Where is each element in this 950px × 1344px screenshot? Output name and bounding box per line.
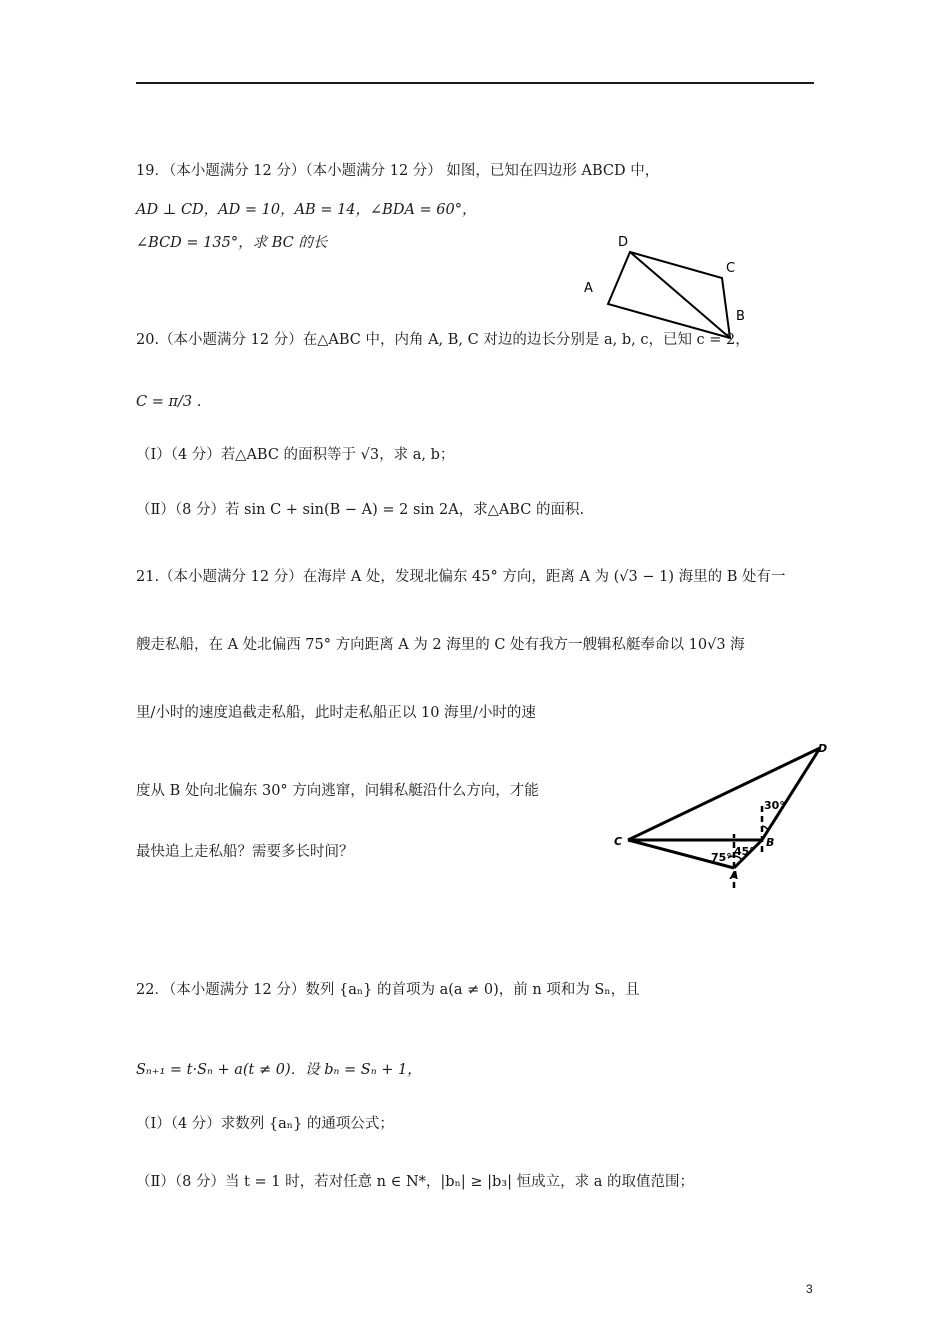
q22-line-4: （Ⅱ）（8 分）当 t = 1 时，若对任意 n ∈ N*，|bₙ| ≥ |b₃| 恒成立，求 a 的取值范围； [136,1174,694,1190]
header-rule [136,82,814,84]
vertex-label-a: A [584,281,593,296]
q21-line-1: 21.（本小题满分 12 分）在海岸 A 处，发现北偏东 45° 方向，距离 A 为 (√3 − 1) 海里的 B 处有一 [136,569,786,585]
page-number: 3 [806,1282,813,1296]
vertex-label-c: C [726,261,736,276]
q19-line-3: ∠BCD = 135°，求 BC 的长 [136,235,328,251]
vertex-label-b: B [736,309,745,324]
q21-line-2: 艘走私船，在 A 处北偏西 75° 方向距离 A 为 2 海里的 C 处有我方一艘辑私艇奉命以 10√3 海 [136,637,745,653]
quadrilateral-outline [608,252,730,338]
angle-label-75: 75° [711,851,732,864]
q22-line-3: （Ⅰ）（4 分）求数列 {aₙ} 的通项公式； [136,1116,394,1132]
point-label-b: B [766,836,775,849]
q19-line-1: 19．（本小题满分 12 分）（本小题满分 12 分） 如图，已知在四边形 ABCD 中， [136,163,660,179]
q22-line-2: Sₙ₊₁ = t·Sₙ + a(t ≠ 0)．设 bₙ = Sₙ + 1， [136,1062,422,1078]
vertex-label-d: D [618,235,629,250]
angle-label-30: 30° [764,799,785,812]
q20-line-1: 20.（本小题满分 12 分）在△ABC 中，内角 A, B, C 对边的边长分别是 a, b, c，已知 c = 2， [136,332,750,348]
point-label-d: D [818,742,828,755]
point-label-a: A [730,869,739,882]
pursuit-figure [610,738,835,893]
angle-label-45: 45° [734,845,755,858]
point-label-c: C [614,835,623,848]
q20-line-3: （Ⅰ）（4 分）若△ABC 的面积等于 √3，求 a, b； [136,447,455,463]
q20-line-4: （Ⅱ）（8 分）若 sin C + sin(B − A) = 2 sin 2A，求△ABC 的面积. [136,502,585,518]
q19-line-2: AD ⊥ CD，AD = 10，AB = 14，∠BDA = 60°， [136,202,477,218]
q22-line-1: 22．（本小题满分 12 分）数列 {aₙ} 的首项为 a(a ≠ 0)，前 n 项和为 Sₙ，且 [136,982,640,998]
q21-line-4: 度从 B 处向北偏东 30° 方向逃窜，问辑私艇沿什么方向，才能 [136,783,539,799]
q21-line-5: 最快追上走私船？需要多长时间？ [136,844,354,860]
q20-line-2: C = π/3 . [136,394,202,410]
q21-line-3: 里/小时的速度追截走私船，此时走私船正以 10 海里/小时的速 [136,705,536,721]
